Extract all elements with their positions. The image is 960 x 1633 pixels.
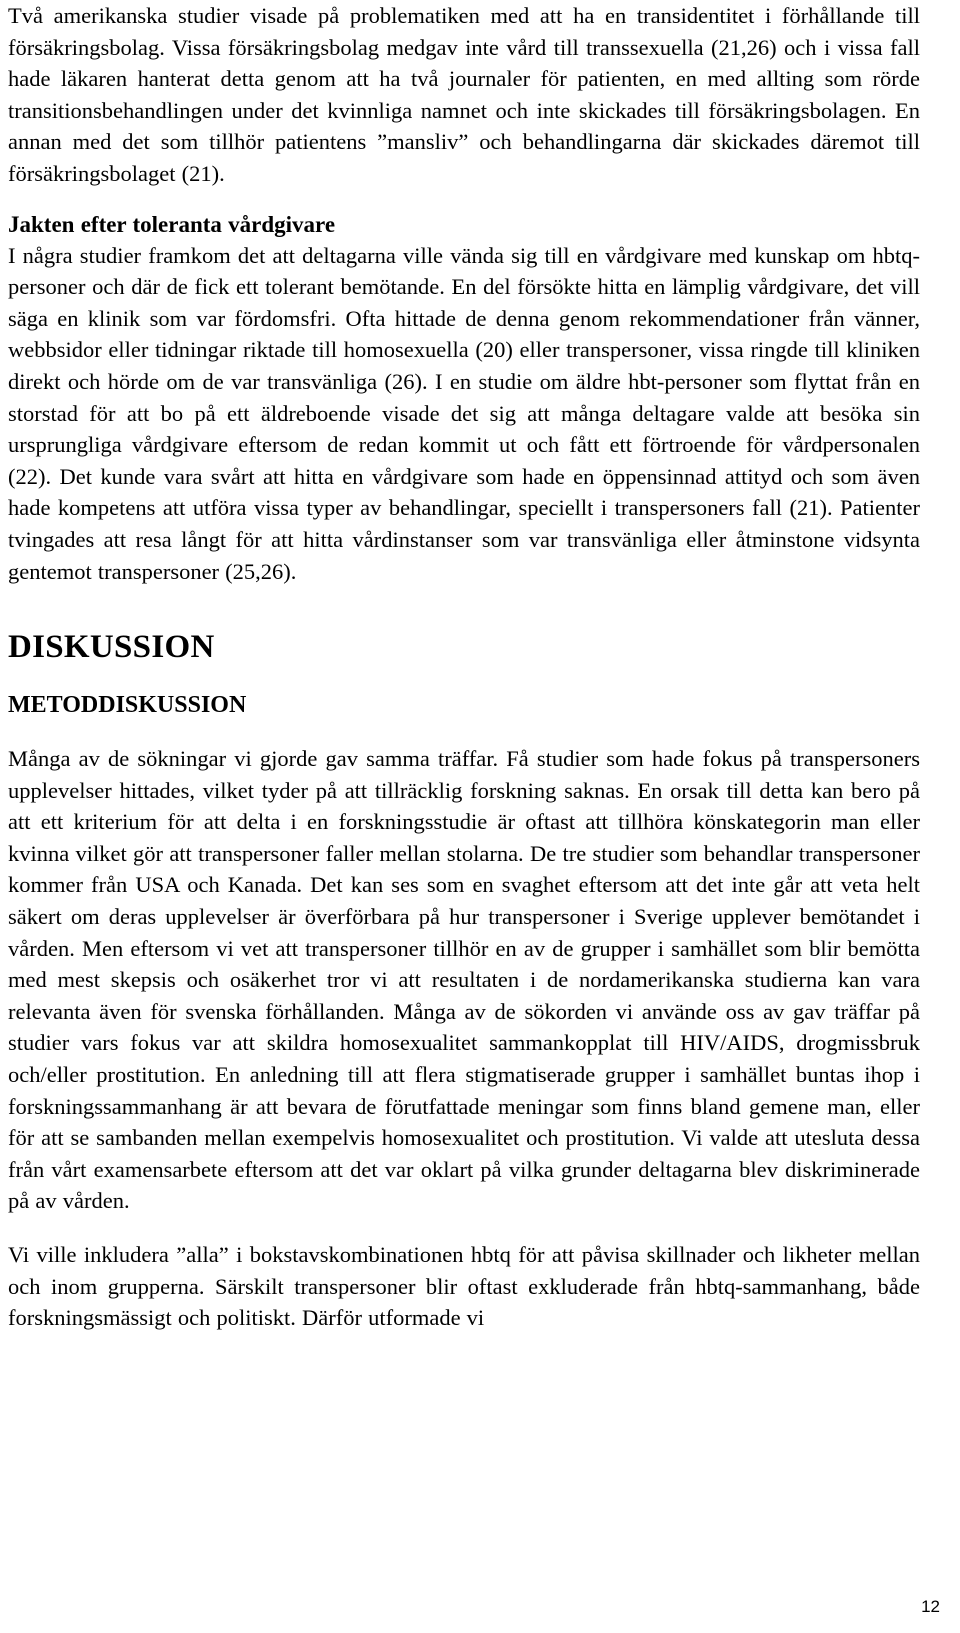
document-page (8, 0, 920, 1334)
heading-diskussion: DISKUSSION (8, 629, 215, 666)
paragraph-caregivers: I några studier framkom det att deltagarna ville vända sig till en vårdgivare med kunskap om hbtq-personer och där de fick ett tolerant bemötande. En del försökte hitta en lämplig vårdgivare, det vill säga en klinik som var fördomsfri. Ofta hittade de denna genom rekommendationer från vänner, webbsidor eller tidningar riktade till homosexuella (20) eller transpersoner, vissa ringde till kliniken direkt och hörde om de var transvänliga (26). I en studie om äldre hbt-personer som flyttat från en storstad för att bo på ett äldreboende visade det sig att många deltagare valde att besöka sin ursprungliga vårdgivare eftersom de redan kommit ut och fått ett förtroende för vårdpersonalen (22). Det kunde vara svårt att hitta en vårdgivare som hade en öppensinnad attityd och som även hade kompetens att utföra vissa typer av behandlingar, speciellt i transpersoners fall (21). Patienter tvingades att resa långt för att hitta vårdinstanser som var transvänliga eller åtminstone vidsynta gentemot transpersoner (25,26). (8, 242, 920, 584)
paragraph-insurance: Två amerikanska studier visade på problematiken med att ha en transidentitet i förhållande till försäkringsbolag. Vissa försäkringsbolag medgav inte vård till transsexuella (21,26) och i vissa fall hade läkaren hanterat detta genom att ha två journaler för patienten, en med allting som rörde transitionsbehandlingen under det kvinnliga namnet och inte skickades till försäkringsbolagen. En annan med det som tillhör patientens ”mansliv” och behandlingarna där skickades däremot till försäkringsbolaget (21). (8, 3, 920, 186)
heading-metoddiskussion: METODDISKUSSION (8, 692, 247, 719)
paragraph-inclusion: Vi ville inkludera ”alla” i bokstavskombinationen hbtq för att påvisa skillnader och likheter mellan och inom grupperna. Särskilt transpersoner blir oftast exkluderade från hbtq-sammanhang, både forskningsmässigt och politiskt. Därför utformade vi (8, 1242, 920, 1331)
paragraph-method-discussion: Många av de sökningar vi gjorde gav samma träffar. Få studier som hade fokus på transpersoners upplevelser hittades, vilket tyder på att tillräcklig forskning saknas. En orsak till detta kan bero på att ett kriterium för att delta i en forskningsstudie är oftast att tillhöra könskategorin man eller kvinna vilket gör att transpersoner faller mellan stolarna. De tre studier som behandlar transpersoner kommer från USA och Kanada. Det kan ses som en svaghet eftersom att det inte går att veta helt säkert om deras upplevelser är överförbara på hur transpersoner i Sverige upplever bemötandet i vården. Men eftersom vi vet att transpersoner tillhör en av de grupper i samhället som blir bemötta med mest skepsis och osäkerhet tror vi att resultaten i de nordamerikanska studierna kan vara relevanta även för svenska förhållanden. Många av de sökorden vi använde oss av gav träffar på studier vars fokus var att skildra homosexualitet sammankopplat till HIV/AIDS, drogmissbruk och/eller prostitution. En anledning till att flera stigmatiserade grupper i samhället buntas ihop i forskningssammanhang är att bevara de förutfattade meningar som finns bland gemene man, eller för att se sambanden mellan exempelvis homosexualitet och prostitution. Vi valde att utesluta dessa från vårt examensarbete eftersom att det var oklart på vilka grunder deltagarna blev diskriminerade på av vården. (8, 746, 920, 1214)
subheading-tolerant-caregivers: Jakten efter toleranta vårdgivare (8, 211, 336, 237)
page-number: 12 (921, 1597, 940, 1616)
